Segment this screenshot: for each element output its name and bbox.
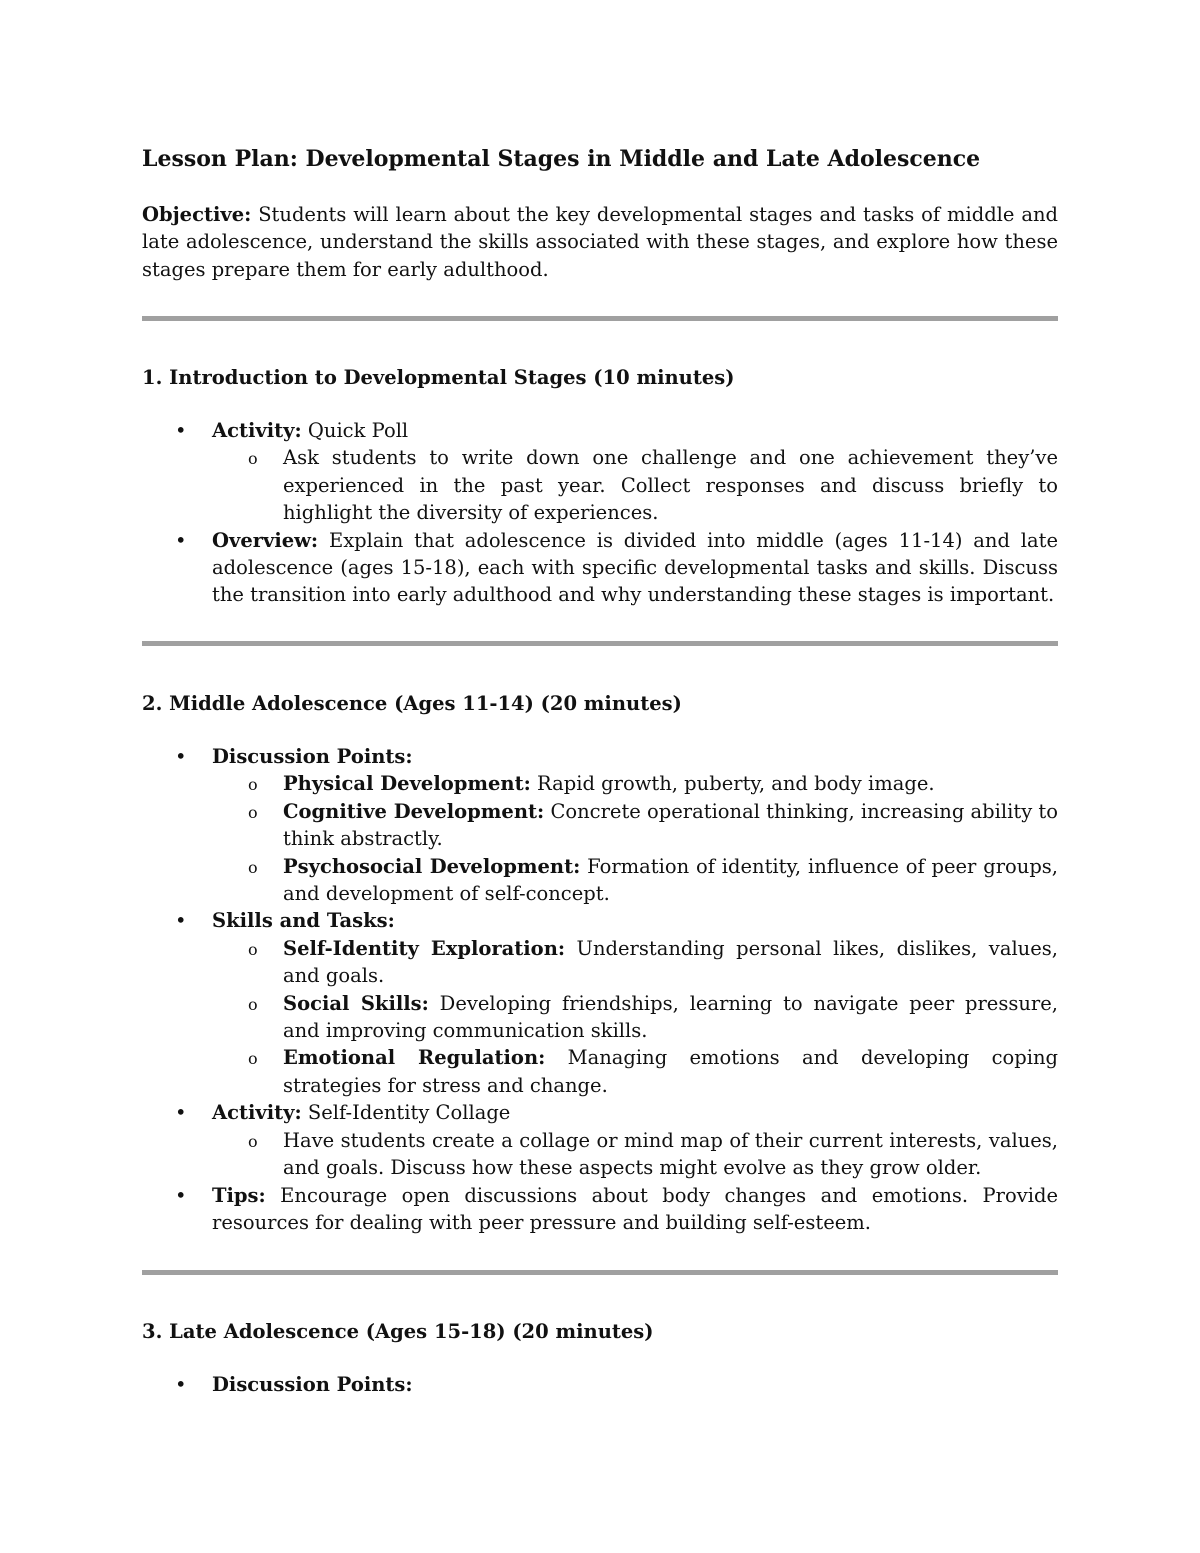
sub-list-item — [212, 935, 1058, 990]
item-text: Formation of identity, influence of peer groups, and development of self-concept. — [283, 854, 1059, 906]
sub-list-item — [212, 990, 1058, 1045]
objective-text: Students will learn about the key developmental stages and tasks of middle and late adolescence, understand the skills associated with these stages, and explore how these stages prepare them for early adulthood. — [142, 203, 1058, 281]
bullet-icon: • — [175, 528, 187, 552]
list-item — [142, 907, 1058, 1099]
bullet-icon: • — [175, 1373, 187, 1396]
list-item — [142, 1371, 1058, 1398]
sub-list-item — [212, 770, 1058, 797]
document-title: Lesson Plan: Developmental Stages in Middle and Late Adolescence — [142, 146, 981, 172]
item-text: Developing friendships, learning to navigate peer pressure, and improving communication skills. — [283, 991, 1058, 1043]
circle-bullet-icon: o — [248, 775, 258, 795]
item-label: Self-Identity Exploration: — [283, 936, 566, 960]
circle-bullet-icon: o — [248, 994, 258, 1014]
list-item — [142, 1182, 1058, 1237]
bullet-icon: • — [175, 909, 187, 933]
section-3-heading: 3. Late Adolescence (Ages 15-18) (20 minutes) — [142, 1320, 654, 1343]
item-label: Discussion Points: — [212, 1373, 413, 1396]
bullet-icon: • — [175, 419, 187, 442]
sub-list — [212, 1127, 1058, 1182]
item-label: Physical Development: — [283, 772, 531, 796]
list-item — [142, 1099, 1058, 1181]
sub-list — [212, 770, 1058, 907]
list-item — [142, 743, 1058, 907]
bullet-icon: • — [175, 745, 187, 768]
section-2-heading: 2. Middle Adolescence (Ages 11-14) (20 minutes) — [142, 692, 682, 715]
item-label: Discussion Points: — [212, 745, 413, 768]
section-divider — [142, 641, 1058, 646]
section-3-list — [142, 1371, 1058, 1398]
item-text: Quick Poll — [301, 419, 409, 442]
item-text: Self-Identity Collage — [301, 1101, 511, 1125]
item-label: Activity: — [212, 1101, 302, 1125]
objective-label: Objective: — [142, 203, 252, 226]
sub-list-item — [212, 1044, 1058, 1099]
section-divider — [142, 316, 1058, 321]
item-text: Encourage open discussions about body changes and emotions. Provide resources for dealing with peer pressure and building self-esteem. — [212, 1183, 1058, 1234]
list-item — [142, 417, 1058, 527]
circle-bullet-icon: o — [248, 1131, 258, 1151]
item-label: Psychosocial Development: — [283, 854, 581, 878]
item-text: Managing emotions and developing coping strategies for stress and change. — [283, 1046, 1058, 1097]
item-text: Concrete operational thinking, increasing ability to think abstractly. — [283, 799, 1059, 851]
item-text: Explain that adolescence is divided into middle (ages 11-14) and late adolescence (ages 15-18), each with specific developmental tasks and skills. Discuss the transition into early adulthood and why understanding these stages is important. — [212, 528, 1058, 607]
circle-bullet-icon: o — [248, 939, 258, 959]
bullet-icon: • — [175, 1101, 187, 1125]
sub-list-item — [212, 444, 1058, 526]
section-1-list — [142, 417, 1058, 609]
section-1-heading: 1. Introduction to Developmental Stages (10 minutes) — [142, 366, 735, 389]
item-text: Understanding personal likes, dislikes, values, and goals. — [283, 936, 1058, 988]
item-label: Emotional Regulation: — [283, 1046, 546, 1070]
circle-bullet-icon: o — [248, 449, 258, 469]
circle-bullet-icon: o — [248, 802, 258, 822]
item-label: Social Skills: — [283, 991, 429, 1015]
objective-paragraph — [142, 201, 1058, 283]
item-text: Rapid growth, puberty, and body image. — [530, 772, 935, 796]
item-label: Activity: — [212, 419, 302, 442]
item-text: Have students create a collage or mind map of their current interests, values, and goals. Discuss how these aspects might evolve as they grow older. — [283, 1128, 1058, 1180]
item-text: Ask students to write down one challenge and one achievement they’ve experienced in the past year. Collect responses and discuss briefly to highlight the diversity of experiences. — [283, 446, 1058, 525]
circle-bullet-icon: o — [248, 1049, 258, 1069]
sub-list-item — [212, 798, 1058, 853]
list-item — [142, 527, 1058, 609]
item-label: Tips: — [212, 1183, 266, 1207]
sub-list-item — [212, 853, 1058, 908]
item-label: Overview: — [212, 528, 319, 552]
item-label: Cognitive Development: — [283, 799, 545, 823]
sub-list — [212, 444, 1058, 526]
item-label: Skills and Tasks: — [212, 909, 395, 933]
circle-bullet-icon: o — [248, 857, 258, 877]
bullet-icon: • — [175, 1183, 187, 1207]
section-divider — [142, 1270, 1058, 1275]
section-2-list — [142, 743, 1058, 1236]
sub-list-item — [212, 1127, 1058, 1182]
sub-list — [212, 935, 1058, 1099]
